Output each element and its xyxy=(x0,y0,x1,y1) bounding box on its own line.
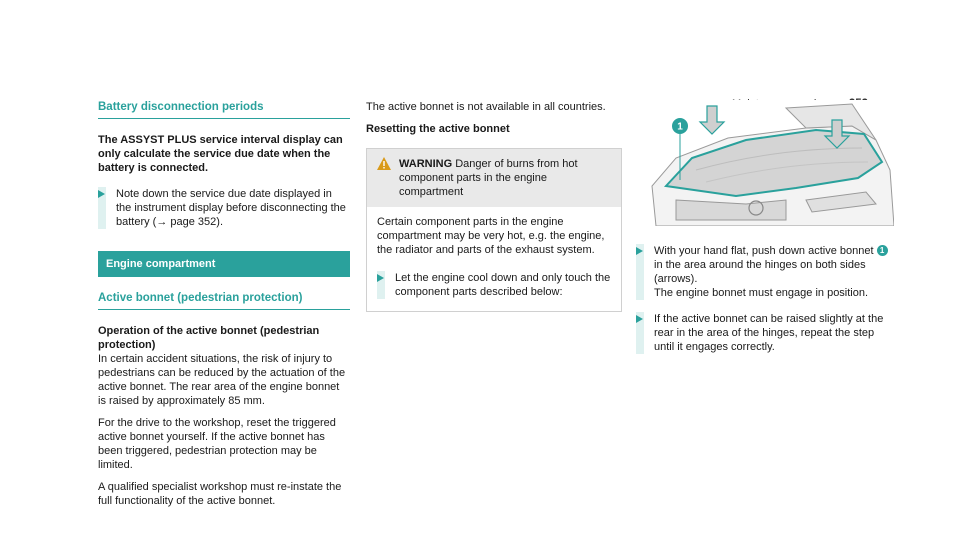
warning-icon xyxy=(377,157,399,199)
warning-header xyxy=(367,149,621,207)
step-arrow-icon xyxy=(636,244,644,300)
availability-text: The active bonnet is not available in all countries. xyxy=(366,101,606,113)
column-left xyxy=(98,100,350,516)
section-title-battery: Battery disconnection periods xyxy=(98,100,350,119)
column-middle xyxy=(366,100,622,312)
callout-number: 1 xyxy=(677,121,683,133)
warning-label: WARNING xyxy=(399,158,453,170)
paragraph-reset: For the drive to the workshop, reset the triggered active bonnet yourself. If the active bonnet has been triggered, pedestrian protection may be limited. xyxy=(98,417,336,471)
warning-body xyxy=(367,207,621,311)
section-title-active-bonnet: Active bonnet (pedestrian protection) xyxy=(98,291,350,310)
step-text: Note down the service due date displayed in the instrument display before disconnecting the battery (→ page 352). xyxy=(116,188,346,228)
bonnet-step-2-text: If the active bonnet can be raised slightly at the rear in the area of the hinges, repeat the step until it engages correctly. xyxy=(654,313,884,353)
step-arrow-icon xyxy=(377,271,385,299)
step1-text-c: The engine bonnet must engage in position. xyxy=(654,287,869,299)
engine-compartment-heading: Engine compartment xyxy=(98,251,350,277)
bonnet-step-2 xyxy=(636,312,894,354)
bonnet-step-1 xyxy=(636,244,894,300)
step-arrow-icon xyxy=(636,312,644,354)
warning-step xyxy=(377,271,611,299)
warning-heading-text xyxy=(399,157,611,199)
operation-text: In certain accident situations, the risk of injury to pedestrians can be reduced by the actuation of the active bonnet. The rear area of the engine bonnet is raised by approximately 85 mm. xyxy=(98,353,346,407)
operation-title: Operation of the active bonnet (pedestrian protection) xyxy=(98,325,320,351)
column-right xyxy=(636,100,894,362)
warning-box xyxy=(366,148,622,312)
step1-text-a: With your hand flat, push down active bonnet xyxy=(654,245,874,257)
step1-text-b: in the area around the hinges on both sides (arrows). xyxy=(654,259,866,285)
warning-detail: Certain component parts in the engine compartment may be very hot, e.g. the engine, the radiator and parts of the exhaust system. xyxy=(377,216,605,256)
car-bonnet-figure xyxy=(636,100,894,226)
reset-title: Resetting the active bonnet xyxy=(366,123,510,135)
instruction-step xyxy=(98,187,350,229)
warning-step-text: Let the engine cool down and only touch the component parts described below: xyxy=(395,272,611,298)
paragraph-workshop: A qualified specialist workshop must re-instate the full functionality of the active bonnet. xyxy=(98,481,342,507)
bonnet-step-1-text xyxy=(654,244,894,300)
callout-badge: 1 xyxy=(877,245,888,256)
service-note: The ASSYST PLUS service interval display can only calculate the service due date when the battery is connected. xyxy=(98,134,343,174)
step-arrow-icon xyxy=(98,187,106,229)
bonnet-illustration xyxy=(636,100,894,226)
warning-message: Danger of burns from hot component parts in the engine compartment xyxy=(399,158,578,198)
